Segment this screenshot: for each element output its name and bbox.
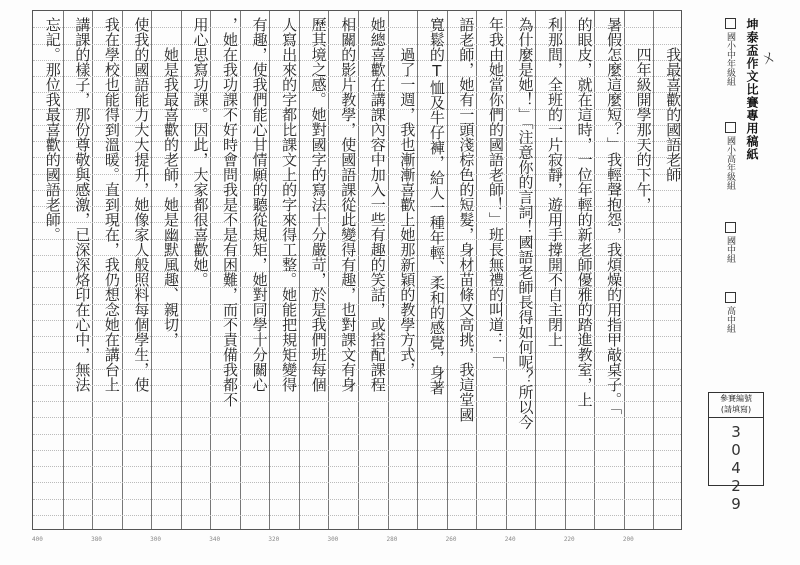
grid-count-marks	[32, 536, 682, 550]
count-mark: 220	[563, 536, 575, 543]
essay-column: 忘記。那位我最喜歡的國語老師。	[43, 17, 62, 242]
grid-row-line	[33, 515, 681, 516]
essay-column: 語老師，她有一頭淺棕色的短髮，身材苗條又高挑，我這堂國	[457, 17, 476, 422]
count-mark: 200	[622, 536, 634, 543]
essay-column: 四年級開學那天的下午，	[634, 17, 653, 212]
option-label: 國中組	[725, 236, 735, 263]
count-mark: 400	[32, 536, 43, 543]
option-senior-high[interactable]	[724, 292, 737, 333]
essay-column: 講課的樣子，那份尊敬與感激，已深深烙印在心中，無法	[73, 17, 92, 392]
essay-column: 利那間，全班的一片寂靜，遊用手撐開不自主閉上	[546, 17, 565, 347]
grid-row-line	[33, 434, 681, 435]
option-elementary-middle[interactable]	[724, 18, 737, 86]
essay-column: 我在學校也能得到溫暖。直到現在，我仍想念她在講台上	[102, 17, 121, 392]
count-mark: 320	[268, 536, 280, 543]
entry-number-label	[709, 393, 763, 418]
option-junior-high[interactable]	[724, 222, 737, 263]
essay-column: 寬鬆的T恤及牛仔褲，給人一種年輕、柔和的感覺，身著	[427, 17, 446, 395]
count-mark: 280	[386, 536, 398, 543]
option-label: 高中組	[725, 306, 735, 333]
count-mark: 340	[209, 536, 221, 543]
grid-row-line	[33, 499, 681, 500]
entry-number-value: 30429	[727, 423, 745, 513]
entry-number-label-line2: (請填寫)	[720, 405, 752, 414]
essay-column: 她是我最喜歡的老師，她是幽默風趣、親切，	[161, 17, 180, 347]
grid-row-line	[33, 466, 681, 467]
essay-column: 暑假怎麼這麼短？」我輕聲抱怨，我煩燥的用指甲敲桌子。「	[605, 17, 624, 415]
essay-column: 我最喜歡的國語老師	[664, 17, 683, 182]
essay-column: 人寫出來的字都比課文上的字來得工整。她能把規矩變得	[280, 17, 299, 392]
count-mark: 300	[327, 536, 339, 543]
grid-row-line	[33, 450, 681, 451]
essay-column: ，她在我功課不好時會問我是不是有困難，而不責備我都不	[221, 17, 240, 407]
essay-column: 相關的影片教學，使國語課從此變得有趣，也對課文有身	[339, 17, 358, 392]
essay-column: 使我的國語能力大大提升，她像家人般照料每個學生，使	[132, 17, 151, 392]
grid-row-line	[33, 482, 681, 483]
essay-column: 歷其境之感。她對國字的寫法十分嚴苛，於是我們班每個	[309, 17, 328, 392]
entry-number-box[interactable]	[708, 392, 764, 513]
count-mark: 380	[91, 536, 102, 543]
essay-column: 年我由她當你們的國語老師！」班長無禮的叫道：「	[486, 17, 505, 362]
option-elementary-upper[interactable]	[724, 122, 737, 190]
writing-grid	[32, 10, 682, 530]
essay-column: 為什麼是她！」「注意你的言詞！國語老師長得如何呢？所以今	[516, 17, 535, 430]
form-title: 坤泰盃作文比賽專用稿紙	[745, 18, 759, 161]
checkbox-icon	[725, 122, 736, 133]
essay-column: 的眼皮，就在這時，一位年輕的新老師優雅的踏進教室，上	[575, 17, 594, 407]
grid-row-line	[33, 417, 681, 418]
corner-mark: ㄨ	[757, 45, 780, 70]
option-label: 國小高年級組	[725, 136, 735, 190]
entry-number-label-line1: 參賽編號	[720, 394, 752, 403]
checkbox-icon	[725, 18, 736, 29]
count-mark: 240	[504, 536, 516, 543]
count-mark: 300	[150, 536, 162, 543]
essay-column: 她總喜歡在講課內容中加入一些有趣的笑話，或搭配課程	[368, 17, 387, 392]
option-label: 國小中年級組	[725, 32, 735, 86]
essay-column: 用心思寫功課。因此，大家都很喜歡她。	[191, 17, 210, 287]
essay-column: 有趣，使我們能心甘情願的聽從規矩，她對同學十分關心	[250, 17, 269, 392]
checkbox-icon	[725, 222, 736, 233]
essay-column: 過了一週，我也漸漸喜歡上她那新穎的教學方式，	[398, 17, 417, 377]
count-mark: 260	[445, 536, 457, 543]
checkbox-icon	[725, 292, 736, 303]
